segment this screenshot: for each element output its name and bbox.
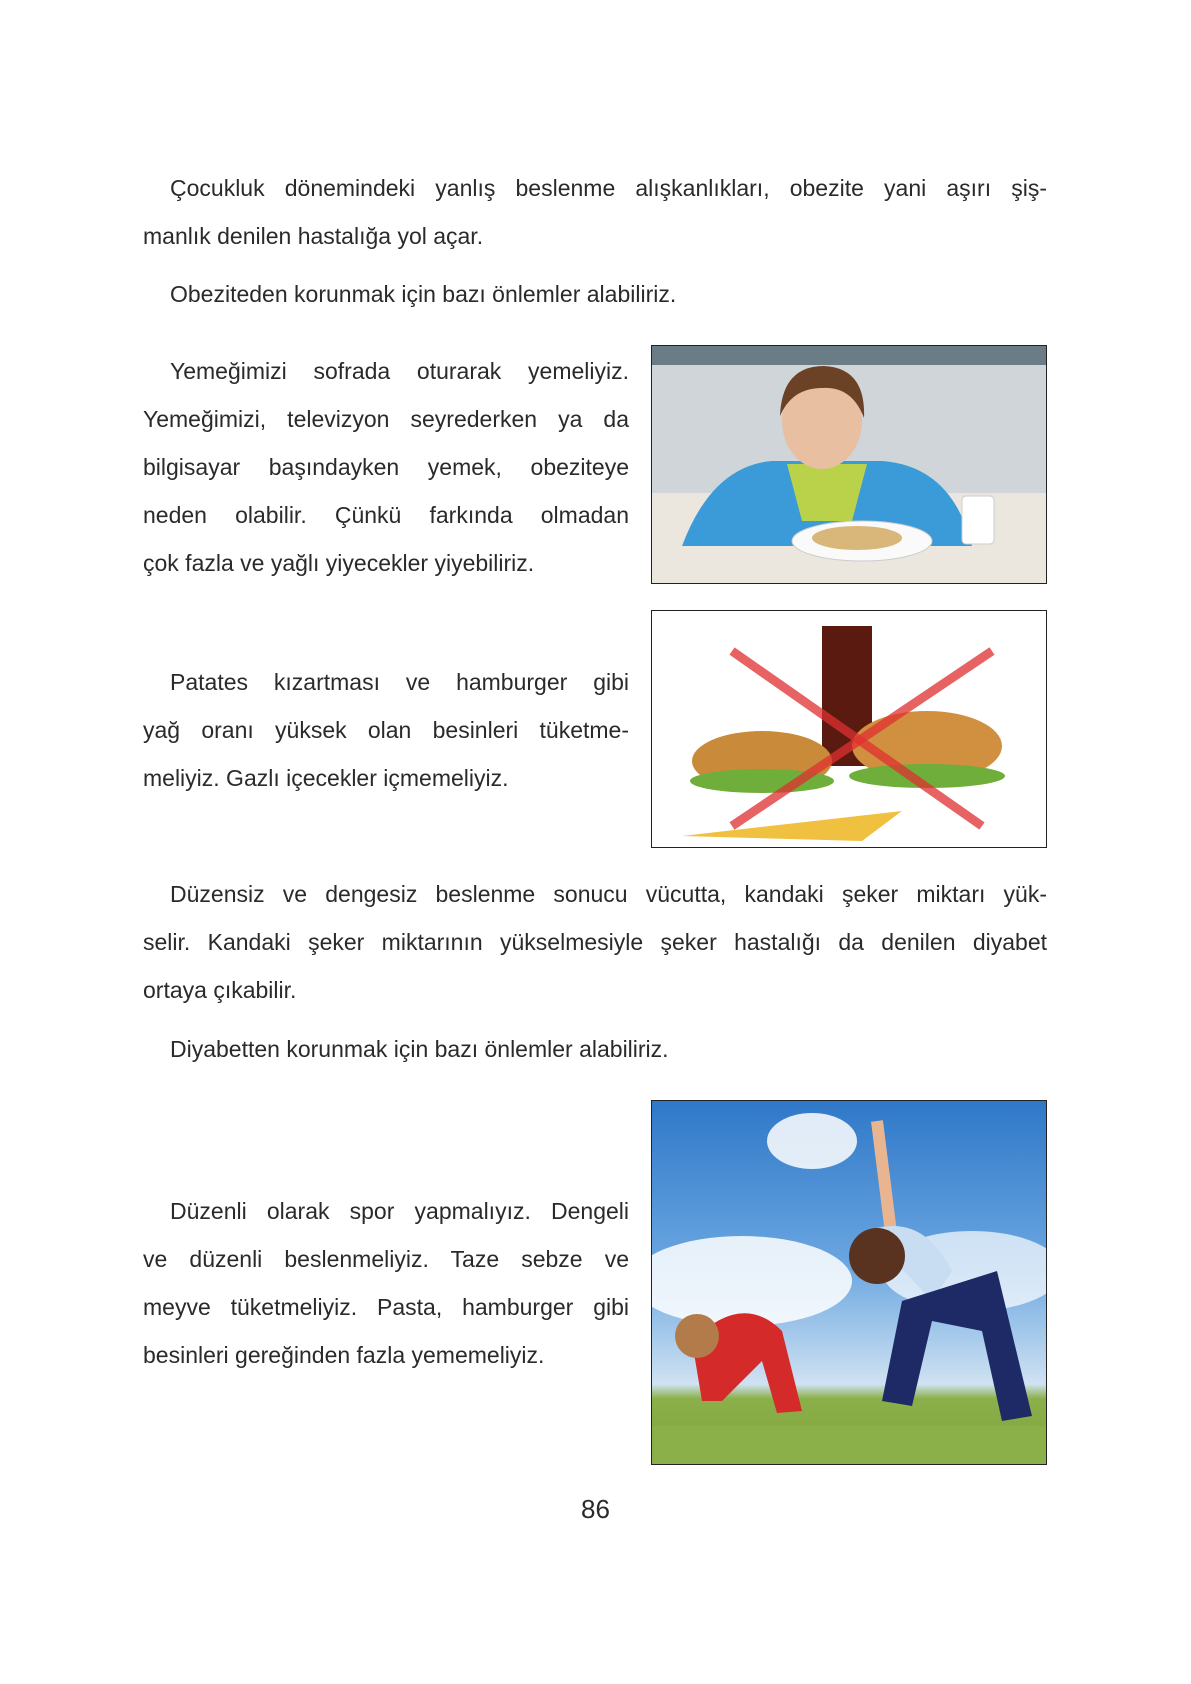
paragraph-diabetes-intro: Düzensiz ve dengesiz beslenme sonucu vücutta, kandaki şeker miktarı yük- selir. Kandaki şeker miktarının yükselmesiyle şeker hastalığı da denilen diyabet ortaya çıkabilir. (143, 881, 1047, 1003)
paragraph-diabetes-prevention: Diyabetten korunmak için bazı önlemler alabiliriz. (170, 1036, 669, 1062)
page-number: 86 (581, 1494, 610, 1524)
paragraph-obesity-prevention: Obeziteden korunmak için bazı önlemler alabiliriz. (170, 281, 677, 307)
photo-children-exercising (651, 1100, 1047, 1465)
photo-fast-food-crossed-out (651, 610, 1047, 848)
paragraph-exercise: Düzenli olarak spor yapmalıyız. Dengeli ve düzenli beslenmeliyiz. Taze sebze ve meyve tüketmeliyiz. Pasta, hamburger gibi besinleri gereğinden fazla yememeliyiz. (143, 1198, 629, 1368)
paragraph-fast-food: Patates kızartması ve hamburger gibi yağ oranı yüksek olan besinleri tüketme- meliyiz. Gazlı içecekler içmemeliyiz. (143, 669, 629, 791)
photo-boy-eating-at-table (651, 345, 1047, 584)
paragraph-eat-at-table: Yemeğimizi sofrada oturarak yemeliyiz. Yemeğimizi, televizyon seyrederken ya da bilgisayar başındayken yemek, obeziteye neden olabilir. Çünkü farkında olmadan çok fazla ve yağlı yiyecekler yiyebiliriz. (143, 358, 629, 576)
paragraph-obesity-intro: Çocukluk dönemindeki yanlış beslenme alışkanlıkları, obezite yani aşırı şiş- manlık denilen hastalığa yol açar. (143, 175, 1047, 249)
